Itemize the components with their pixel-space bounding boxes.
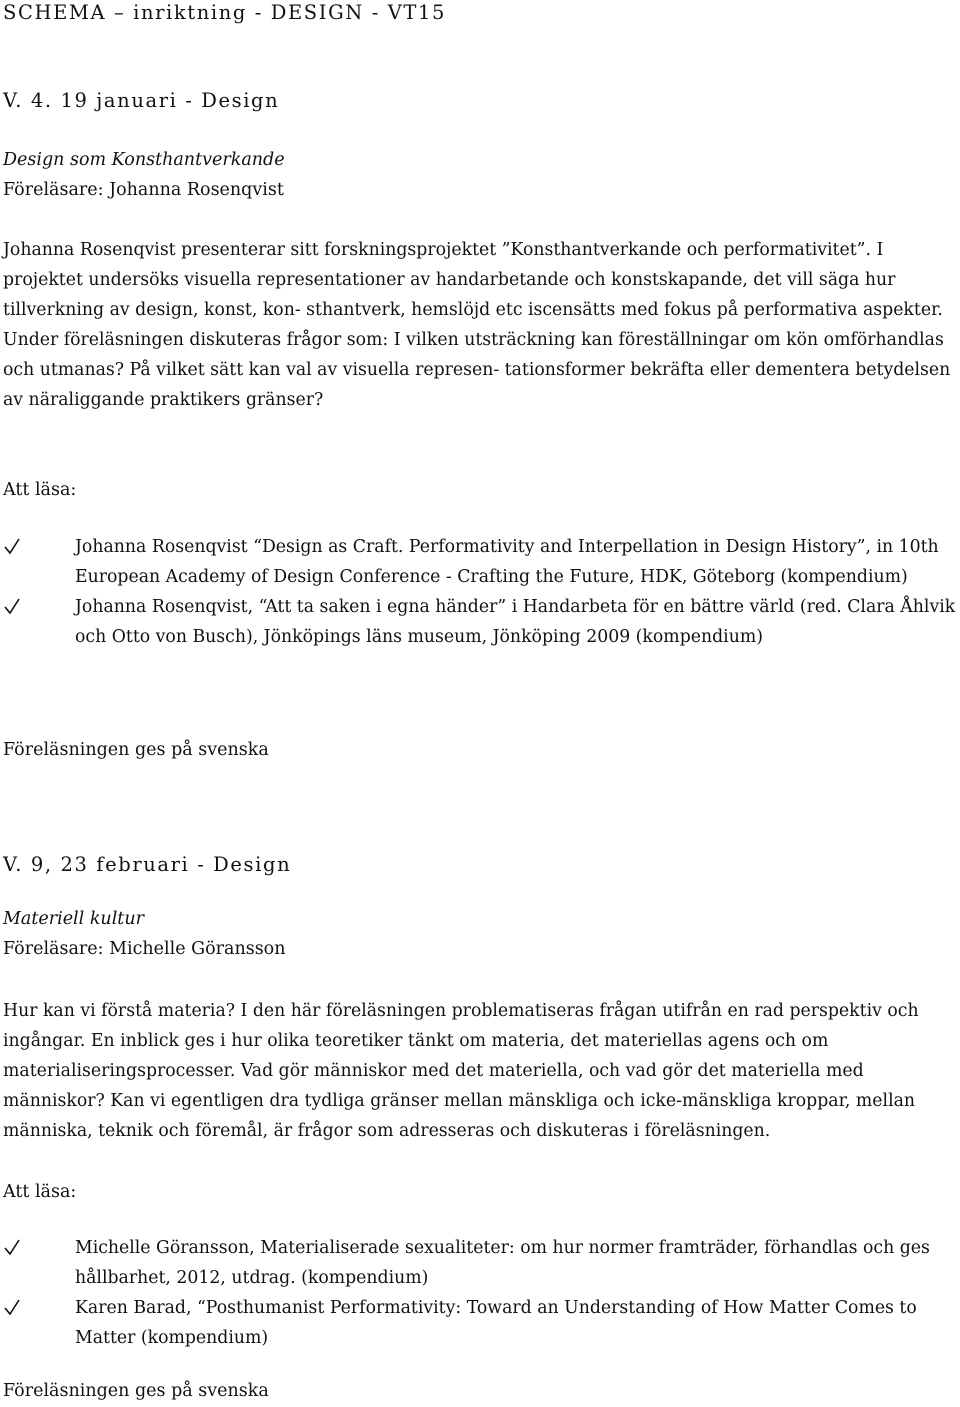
reading-item: Karen Barad, “Posthumanist Performativity: Toward an Understanding of How Matter Comes to Matter (kompendium) xyxy=(3,1293,960,1353)
checkmark-icon xyxy=(3,592,23,622)
reading-item: Michelle Göransson, Materialiserade sexualiteter: om hur normer framträder, förhandlas och ges hållbarhet, 2012, utdrag. (kompendium) xyxy=(3,1233,960,1293)
section-1-week-heading: V. 4. 19 januari - Design xyxy=(3,89,280,112)
section-1-language-note: Föreläsningen ges på svenska xyxy=(3,740,269,760)
section-2-week-heading: V. 9, 23 februari - Design xyxy=(3,853,292,876)
section-1-reading-list xyxy=(3,532,960,652)
section-1-description: Johanna Rosenqvist presenterar sitt forskningsprojektet ”Konsthantverkande och performativitet”. I projektet undersöks visuella representationer av handarbetande och konstskapande, det vill säga hur tillverkning av design, konst, kon- sthantverk, hemslöjd etc iscensätts med fokus på performativa aspekter. Under föreläsningen diskuteras frågor som: I vilken utsträckning kan föreställningar om kön omförhandlas och utmanas? På vilket sätt kan val av visuella represen- tationsformer bekräfta eller dementera betydelsen av näraliggande praktikers gränser? xyxy=(3,240,951,410)
checkmark-icon xyxy=(3,532,23,562)
checkmark-icon xyxy=(3,1233,23,1263)
section-2-language-note: Föreläsningen ges på svenska xyxy=(3,1381,269,1401)
section-1-lecturer: Föreläsare: Johanna Rosenqvist xyxy=(3,180,284,200)
checkmark-icon xyxy=(3,1293,23,1323)
section-2-description: Hur kan vi förstå materia? I den här föreläsningen problematiseras frågan utifrån en rad perspektiv och ingångar. En inblick ges i hur olika teoretiker tänkt om materia, det materiellas agens och om materialiseringsprocesser. Vad gör människor med det materiella, och vad gör det materiella med människor? Kan vi egentligen dra tydliga gränser mellan mänskliga och icke-mänskliga kroppar, mellan människa, teknik och föremål, är frågor som adresseras och diskuteras i föreläsningen. xyxy=(3,1001,919,1141)
section-2-reading-list xyxy=(3,1233,960,1353)
section-1-topic: Design som Konsthantverkande xyxy=(3,150,285,170)
section-2-reading-label: Att läsa: xyxy=(3,1182,77,1202)
section-2-topic: Materiell kultur xyxy=(3,909,144,929)
document-title: SCHEMA – inriktning - DESIGN - VT15 xyxy=(3,1,447,24)
reading-item: Johanna Rosenqvist, “Att ta saken i egna händer” i Handarbeta för en bättre värld (red. Clara Åhlvik och Otto von Busch), Jönköpings läns museum, Jönköping 2009 (kompendium) xyxy=(3,592,960,652)
section-2-lecturer: Föreläsare: Michelle Göransson xyxy=(3,939,286,959)
reading-item: Johanna Rosenqvist “Design as Craft. Performativity and Interpellation in Design History”, in 10th European Academy of Design Conference - Crafting the Future, HDK, Göteborg (kompendium) xyxy=(3,532,960,592)
section-1-reading-label: Att läsa: xyxy=(3,480,77,500)
